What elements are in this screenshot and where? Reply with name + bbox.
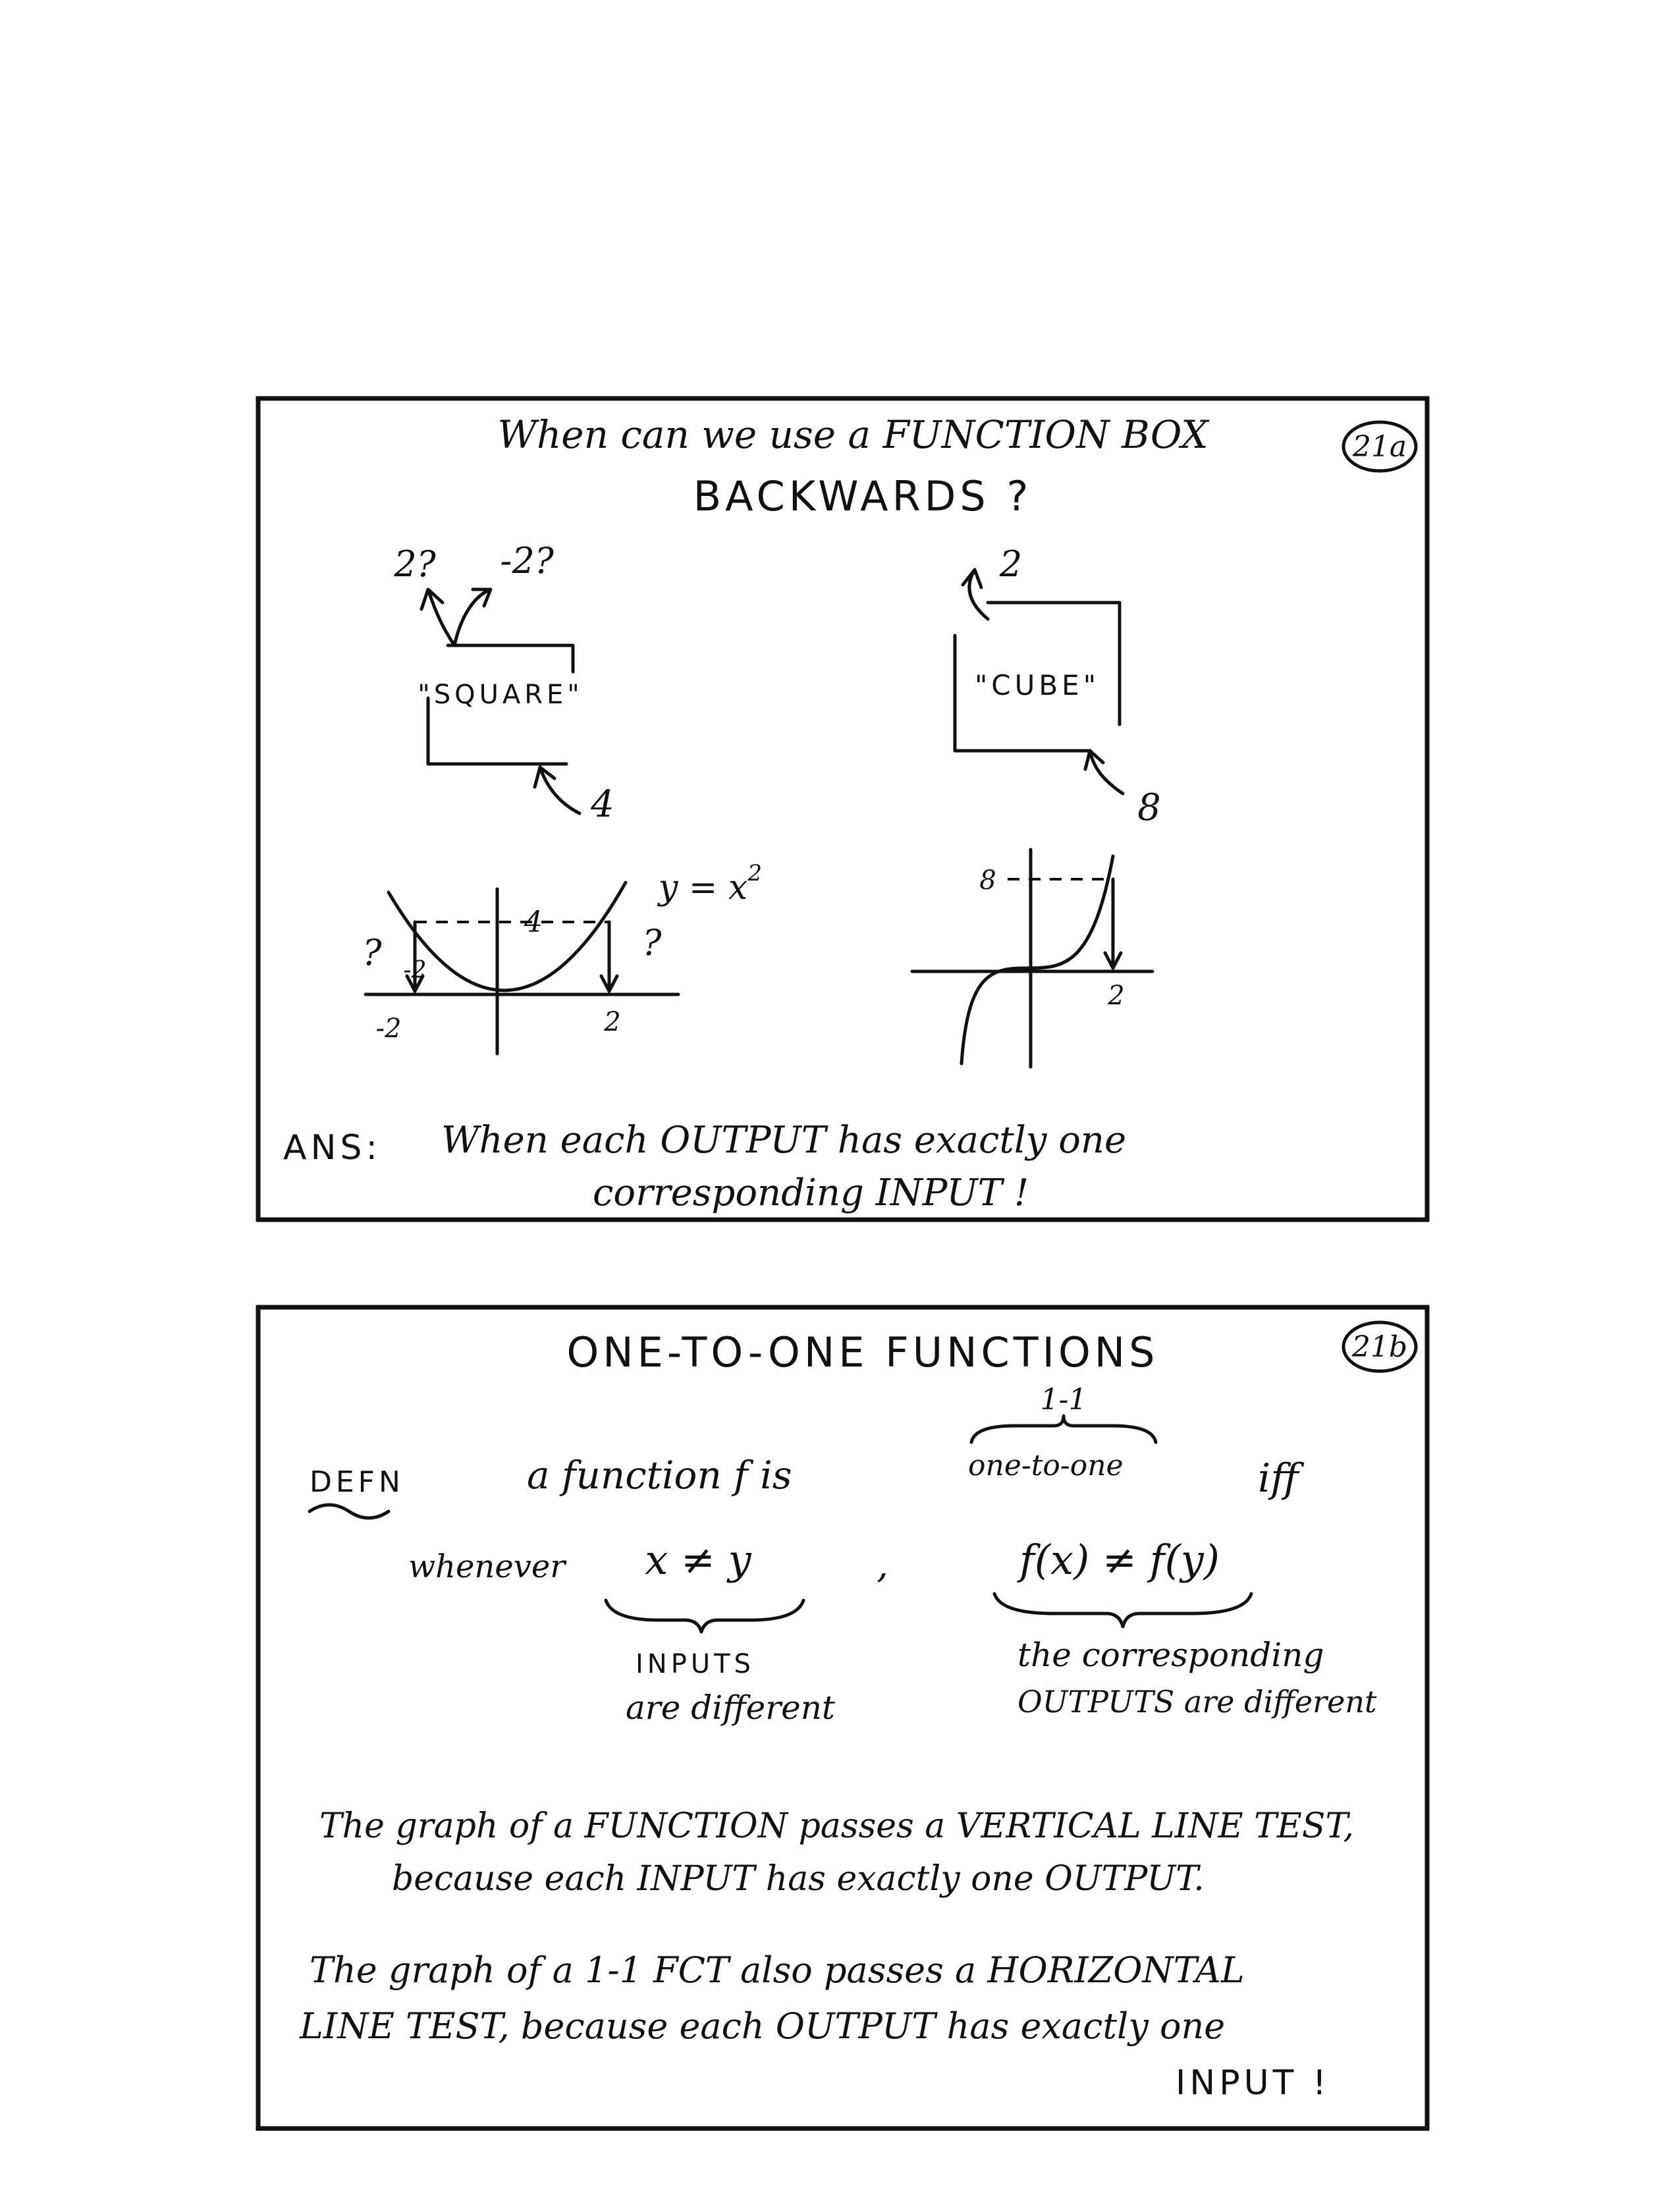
parabola-right-question: ? xyxy=(642,922,662,963)
square-output-1: 2? xyxy=(394,543,436,585)
outputs-note-line1: the corresponding xyxy=(1017,1636,1324,1674)
slide-21b xyxy=(258,1307,1427,2128)
inputs-note-line1: INPUTS xyxy=(636,1649,755,1679)
cube-input: 8 xyxy=(1137,786,1161,829)
square-out-arrow-1 xyxy=(421,589,454,645)
square-in-arrow xyxy=(535,767,580,813)
parabola-root-right-label: 2 xyxy=(604,1007,621,1037)
outputs-expression: f(x) ≠ f(y) xyxy=(1019,1536,1220,1584)
answer-line2: corresponding INPUT ! xyxy=(593,1172,1029,1214)
abbrev-brace xyxy=(971,1416,1156,1442)
outputs-brace xyxy=(994,1594,1251,1627)
square-box-label: "SQUARE" xyxy=(418,680,583,710)
slide-21a-frame xyxy=(258,398,1427,1220)
parabola-tick-left-label: -2 xyxy=(375,1014,402,1044)
slide-title-line2: BACKWARDS ? xyxy=(693,472,1033,520)
whenever-label: whenever xyxy=(408,1548,566,1585)
defn-term: one-to-one xyxy=(968,1449,1124,1482)
parabola-equation-text: y = x xyxy=(659,868,748,908)
slide-number: 21a xyxy=(1352,430,1407,464)
answer-line1: When each OUTPUT has exactly one xyxy=(441,1119,1127,1162)
cubic-level-label: 8 xyxy=(979,865,996,896)
outputs-note-line2: OUTPUTS are different xyxy=(1017,1684,1377,1720)
slide-title: ONE-TO-ONE FUNCTIONS xyxy=(566,1328,1159,1376)
hlt-line3: INPUT ! xyxy=(1176,2063,1330,2103)
defn-label: DEFN xyxy=(310,1465,404,1499)
parabola-level-label: 4 xyxy=(524,906,543,939)
parabola-left-question: ? xyxy=(362,932,382,973)
square-out-arrow-2 xyxy=(454,589,491,645)
cube-output: 2 xyxy=(999,543,1023,585)
inputs-brace xyxy=(606,1600,803,1632)
vlt-line2: because each INPUT has exactly one OUTPUT. xyxy=(392,1859,1205,1899)
cube-out-arrow xyxy=(963,570,988,619)
inputs-note-line2: are different xyxy=(626,1689,835,1727)
parabola-graph xyxy=(363,860,762,1054)
defn-underline xyxy=(310,1505,389,1518)
square-input: 4 xyxy=(591,783,614,826)
slide-number: 21b xyxy=(1351,1330,1408,1364)
answer-label: ANS: xyxy=(283,1128,381,1168)
parabola-root-left-label: -2 xyxy=(403,957,427,984)
abbrev-label: 1-1 xyxy=(1040,1383,1087,1417)
cubic-root-label: 2 xyxy=(1108,981,1125,1011)
vlt-line1: The graph of a FUNCTION passes a VERTICAL LINE TEST, xyxy=(319,1806,1355,1846)
defn-iff: iff xyxy=(1258,1455,1299,1502)
square-output-2: -2? xyxy=(500,540,554,582)
cube-in-arrow xyxy=(1085,751,1123,794)
parabola-equation-exponent: 2 xyxy=(747,860,762,886)
slide-21a xyxy=(258,398,1427,1220)
slide-title-line1: When can we use a FUNCTION BOX xyxy=(497,412,1208,457)
hlt-line2: LINE TEST, because each OUTPUT has exactly one xyxy=(300,2005,1226,2047)
cubic-graph xyxy=(912,850,1152,1067)
parabola-equation xyxy=(657,860,762,908)
hlt-line1: The graph of a 1-1 FCT also passes a HORIZONTAL xyxy=(310,1949,1245,1991)
comma: , xyxy=(877,1544,888,1586)
inputs-expression: x ≠ y xyxy=(645,1536,751,1584)
square-function-box xyxy=(393,540,614,826)
defn-text: a function f is xyxy=(527,1453,792,1498)
cube-box-label: "CUBE" xyxy=(974,669,1100,701)
cube-function-box xyxy=(955,543,1161,829)
